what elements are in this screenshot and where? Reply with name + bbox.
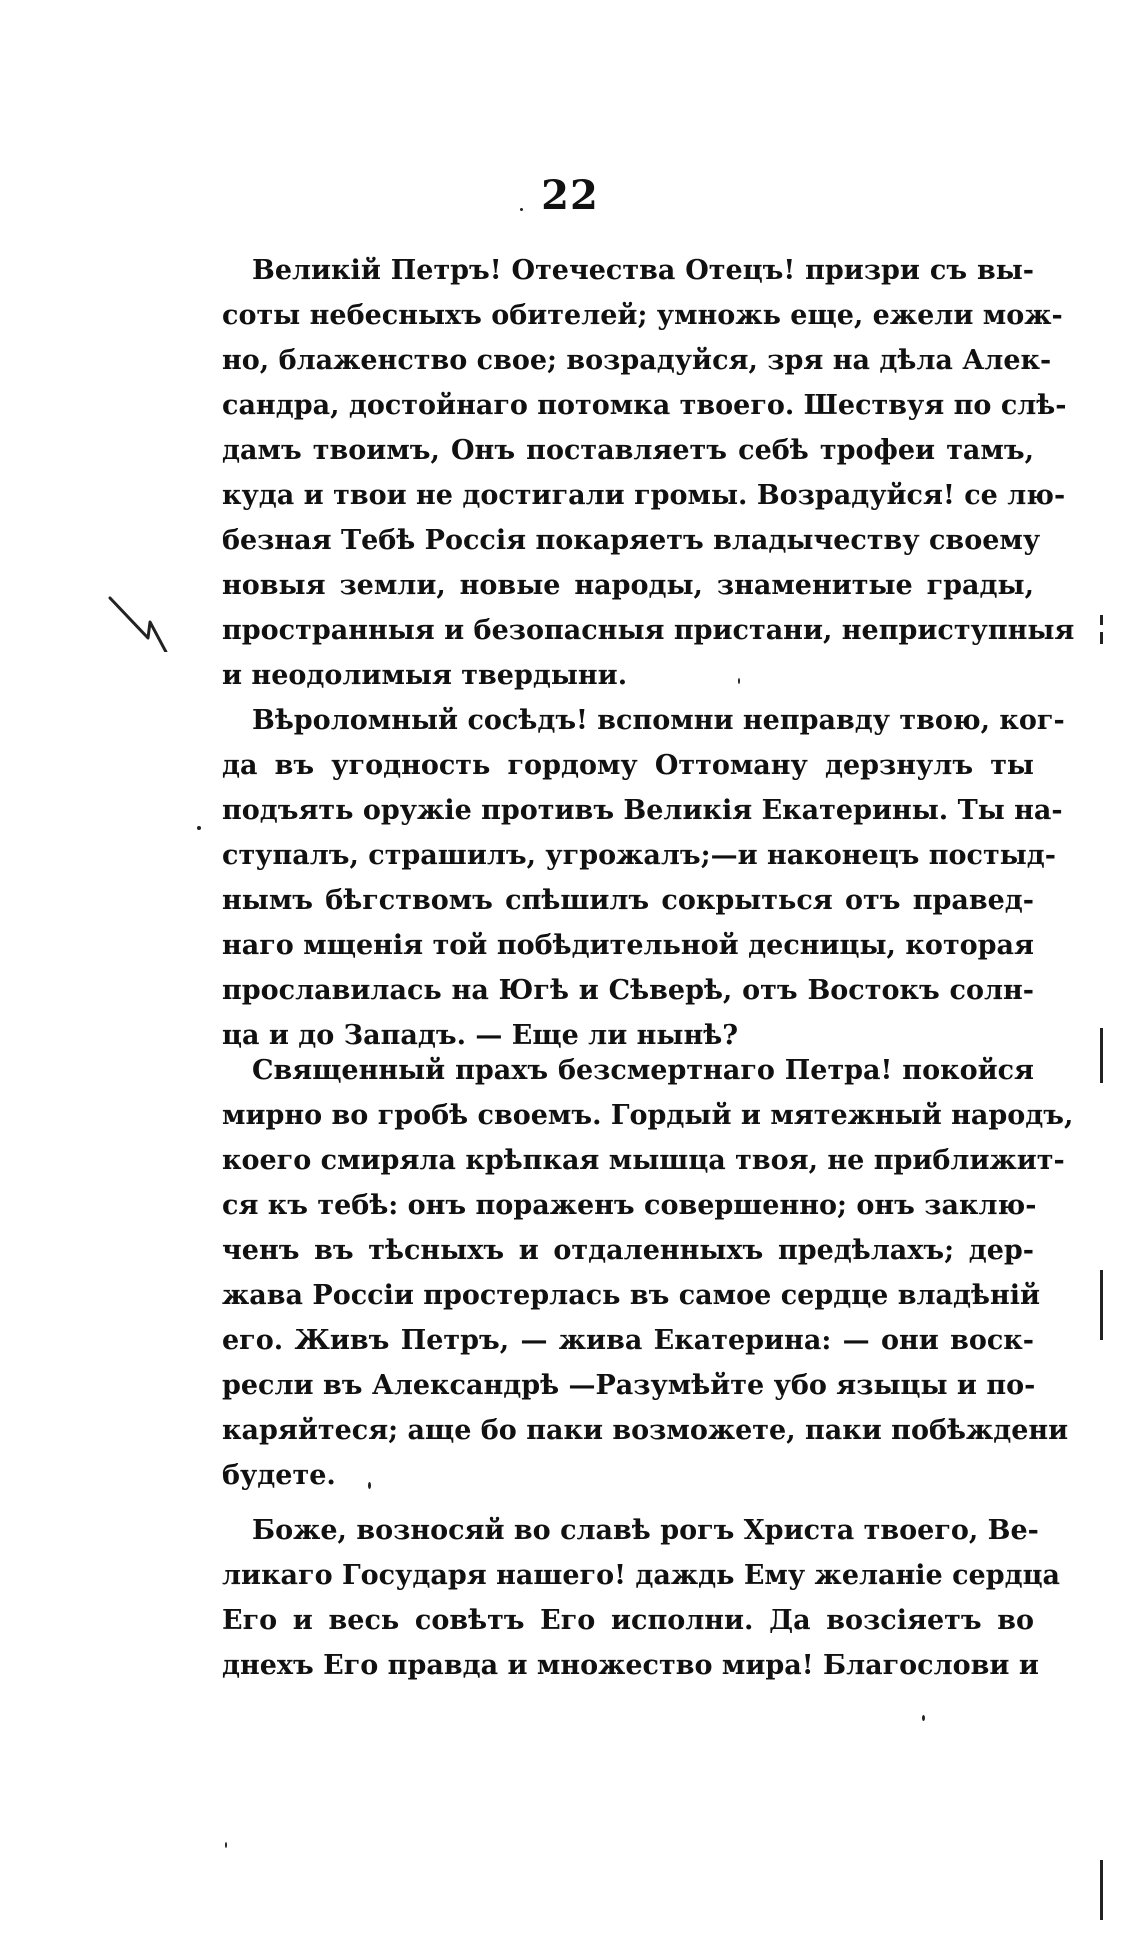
ink-speck xyxy=(225,1842,227,1848)
page-number: 22 xyxy=(541,172,599,219)
scan-edge-mark xyxy=(1100,1028,1103,1083)
text-line: Великій Петръ! Отечества Отецъ! призри съ вы- xyxy=(252,255,1034,286)
ink-speck xyxy=(922,1715,925,1721)
scan-edge-mark xyxy=(1100,632,1103,644)
paragraph-3 xyxy=(222,1048,1074,1498)
text-line: новыя земли, новые народы, знаменитые грады, xyxy=(222,570,1034,601)
text-line: ликаго Государя нашего! даждь Ему желаніе сердца xyxy=(222,1560,1061,1591)
scan-edge-mark xyxy=(1100,615,1103,625)
paragraph-4 xyxy=(222,1508,1061,1688)
text-line: куда и твои не достигали громы. Возрадуйся! се лю- xyxy=(222,480,1066,511)
scan-edge-mark xyxy=(1100,1860,1103,1920)
text-line: Священный прахъ безсмертнаго Петра! покойся xyxy=(252,1055,1034,1086)
text-line: каряйтеся; аще бо паки возможете, паки побѣждени xyxy=(222,1415,1069,1446)
text-line: Его и весь совѣтъ Его исполни. Да возсіяетъ во xyxy=(222,1605,1034,1636)
text-line: Боже, возносяй во славѣ рогъ Христа твоего, Ве- xyxy=(252,1515,1039,1546)
text-line: Вѣроломный сосѣдъ! вспомни неправду твою, ког- xyxy=(252,705,1065,736)
text-line: мирно во гробѣ своемъ. Гордый и мятежный народъ, xyxy=(222,1100,1074,1131)
text-line: безная Тебѣ Россія покаряетъ владычеству своему xyxy=(222,525,1041,556)
text-line: ся къ тебѣ: онъ пораженъ совершенно; онъ заклю- xyxy=(222,1190,1037,1221)
text-line: ца и до Западъ. — Еще ли нынѣ? xyxy=(222,1020,739,1051)
text-line: прославилась на Югѣ и Сѣверѣ, отъ Востокъ солн- xyxy=(222,975,1034,1006)
text-line: днехъ Его правда и множество мира! Благослови и xyxy=(222,1650,1039,1681)
ink-speck xyxy=(520,208,523,211)
text-line: нымъ бѣгствомъ спѣшилъ сокрыться отъ правед- xyxy=(222,885,1034,916)
text-line: дамъ твоимъ, Онъ поставляетъ себѣ трофеи тамъ, xyxy=(222,435,1034,466)
text-line: соты небесныхъ обителей; умножь еще, ежели мож- xyxy=(222,300,1063,331)
text-line: пространныя и безопасныя пристани, неприступныя xyxy=(222,615,1075,646)
text-line: ченъ въ тѣсныхъ и отдаленныхъ предѣлахъ; дер- xyxy=(222,1235,1034,1266)
handwritten-check-mark-icon xyxy=(108,592,178,652)
ink-speck xyxy=(368,1482,371,1489)
text-line: наго мщенія той побѣдительной десницы, которая xyxy=(222,930,1034,961)
text-line: сандра, достойнаго потомка твоего. Шествуя по слѣ- xyxy=(222,390,1067,421)
scan-edge-mark xyxy=(1100,1270,1103,1340)
text-line: но, блаженство свое; возрадуйся, зря на дѣла Алек- xyxy=(222,345,1052,376)
text-line: коего смиряла крѣпкая мышца твоя, не приближит- xyxy=(222,1145,1065,1176)
text-line: ресли въ Александрѣ —Разумѣйте убо языцы и по- xyxy=(222,1370,1036,1401)
ink-speck xyxy=(738,678,740,684)
text-line: ступалъ, страшилъ, угрожалъ;—и наконецъ постыд- xyxy=(222,840,1056,871)
text-line: будете. xyxy=(222,1460,336,1491)
paragraph-2 xyxy=(222,698,1065,1058)
text-line: да въ угодность гордому Оттоману дерзнулъ ты xyxy=(222,750,1034,781)
ink-speck xyxy=(197,826,201,830)
text-line: подъять оружіе противъ Великія Екатерины. Ты на- xyxy=(222,795,1063,826)
text-line: жава Россіи простерлась въ самое сердце владѣній xyxy=(222,1280,1041,1311)
text-line: и неодолимыя твердыни. xyxy=(222,660,628,691)
paragraph-1 xyxy=(222,248,1075,698)
text-line: его. Живъ Петръ, — жива Екатерина: — они воск- xyxy=(222,1325,1034,1356)
